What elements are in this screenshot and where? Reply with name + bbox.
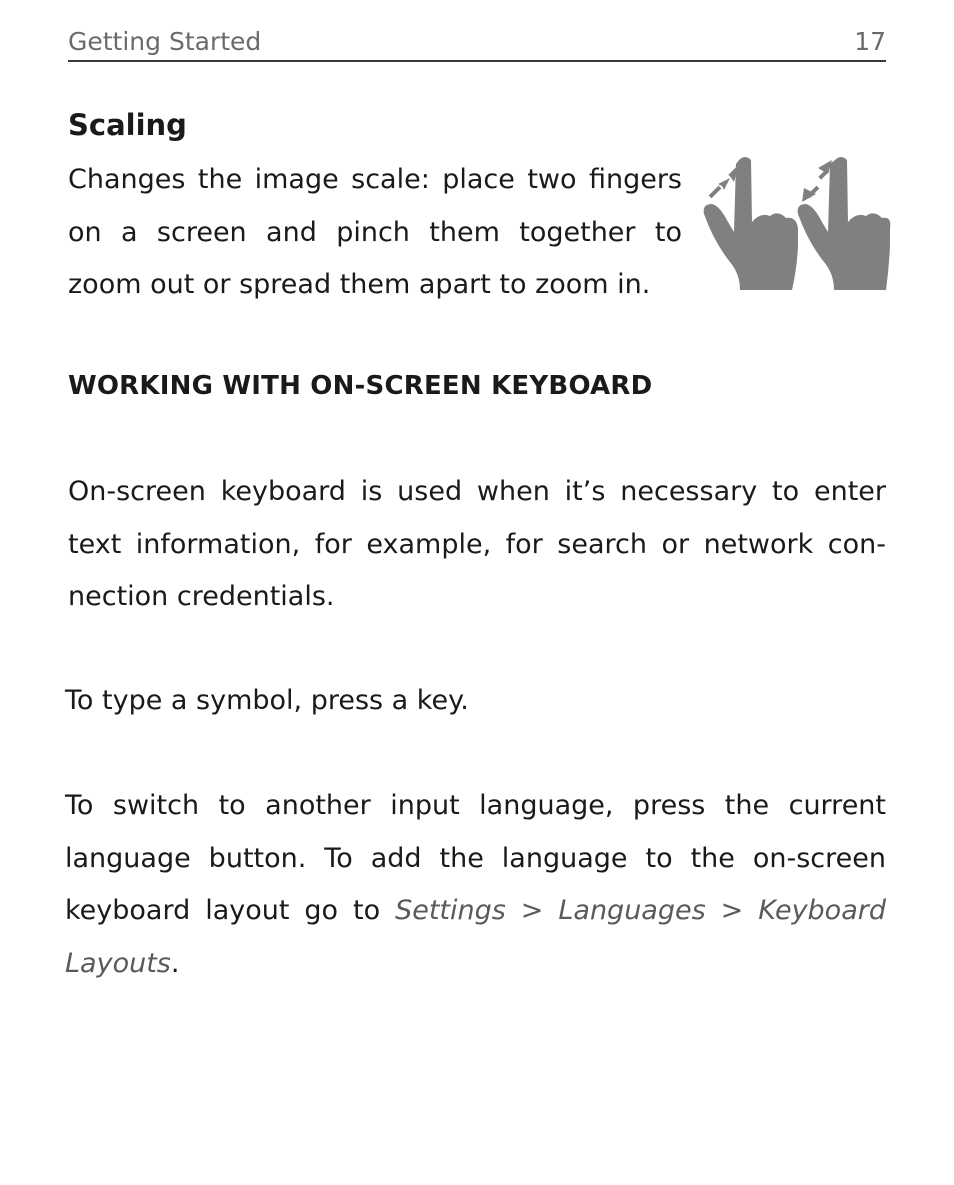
- keyboard-paragraph-2: To type a symbol, press a key.: [65, 685, 469, 716]
- pinch-zoom-hands-icon: [700, 150, 892, 292]
- keyboard-paragraph-3: [65, 780, 886, 990]
- keyboard-paragraph-1: On-screen keyboard is used when it’s necessary to enter text information, for example, for search or network con-nection credentials.: [68, 476, 886, 612]
- settings-path: Settings > Languages > Keyboard Layouts: [65, 895, 886, 979]
- header-section-title: Getting Started: [68, 27, 262, 56]
- paragraph-3-end: .: [170, 947, 180, 979]
- paragraph-3-text: To switch to another input language, press the current language button. To add the language to the on-screen keyboard layout go to: [65, 790, 886, 926]
- scaling-heading: Scaling: [68, 108, 187, 142]
- scaling-description: Changes the image scale: place two fingers on a screen and pinch them together to zoom out or spread them apart to zoom in.: [68, 164, 682, 300]
- page-number: 17: [854, 27, 886, 56]
- page-header: [68, 26, 886, 62]
- keyboard-section-heading: WORKING WITH ON-SCREEN KEYBOARD: [68, 371, 653, 401]
